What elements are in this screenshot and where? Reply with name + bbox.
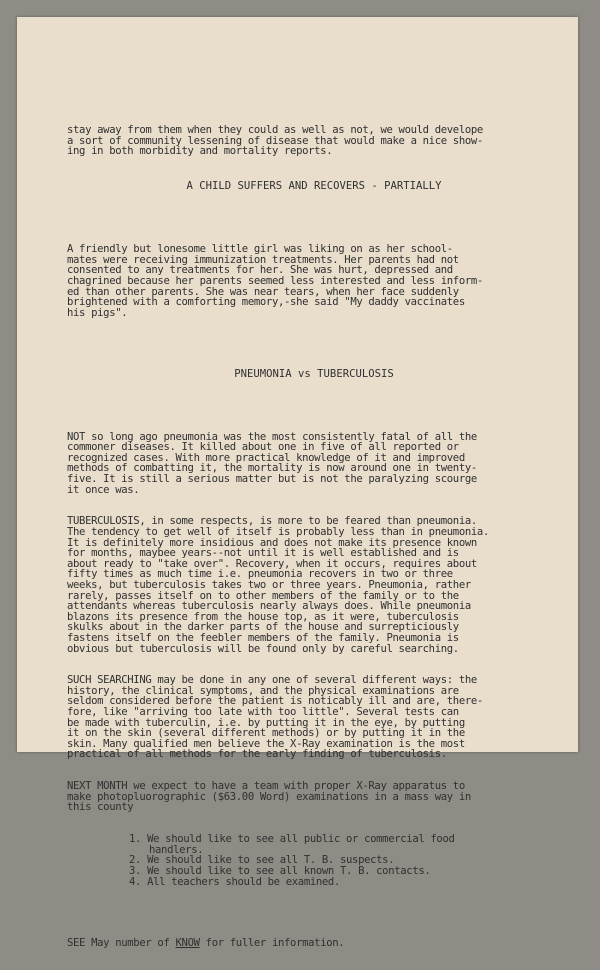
text-line: methods of combatting it, the mortality is now around one in twenty- <box>67 462 477 475</box>
text-line: fifty times as much time i.e. pneumonia recovers in two or three <box>67 568 453 581</box>
paper-sheet <box>17 17 578 949</box>
text-line: this county <box>67 801 134 814</box>
text-line: it on the skin (several different methods) or by putting it in the <box>67 727 465 740</box>
list-item-continuation: handlers. <box>149 843 204 856</box>
tuberculosis-paragraph <box>67 516 561 654</box>
text-line: attendants whereas tuberculosis nearly always does. While pneumonia <box>67 600 471 613</box>
closing-text-before: SEE May number of <box>67 936 176 949</box>
text-line: for months, maybee years--not until it is well established and is <box>67 547 459 560</box>
text-line: brightened with a comforting memory,-she said "My daddy vaccinates <box>67 296 465 309</box>
text-line: practical of all methods for the early finding of tuberculosis. <box>67 748 447 761</box>
text-line: seldom considered before the patient is noticably ill and are, there- <box>67 695 483 708</box>
story-paragraph <box>67 244 561 318</box>
closing-line <box>67 938 561 949</box>
text-line: a sort of community lessening of disease that would make a nice show- <box>67 134 483 147</box>
searching-paragraph <box>67 675 561 760</box>
text-line: ed than other parents. She was near tears, when her face suddenly <box>67 285 459 298</box>
closing-text-after: for fuller information. <box>199 936 345 949</box>
text-line: his pigs". <box>67 306 128 319</box>
list-item-text: We should like to see all public or commercial food <box>147 833 455 846</box>
text-line: chagrined because her parents seemed less interested and less inform- <box>67 274 483 287</box>
list-item-text: We should like to see all known T. B. contacts. <box>147 864 431 877</box>
text-line: recognized cases. With more practical knowledge of it and improved <box>67 451 465 464</box>
text-line: it once was. <box>67 483 140 496</box>
text-line: TUBERCULOSIS, in some respects, is more to be feared than pneumonia. <box>67 515 477 528</box>
text-line: fore, like "arriving too late with too little". Several tests can <box>67 706 459 719</box>
text-line: commoner diseases. It killed about one in five of all reported or <box>67 441 459 454</box>
list-item-number: 3. <box>129 864 142 877</box>
list-item <box>67 877 561 888</box>
text-line: consented to any treatments for her. She was hurt, depressed and <box>67 264 453 277</box>
text-line: five. It is still a serious matter but is not the paralyzing scourge <box>67 473 477 485</box>
list-item-text: All teachers should be examined. <box>147 875 340 888</box>
text-line: NOT so long ago pneumonia was the most consistently fatal of all the <box>67 430 477 443</box>
list-item-number: 2. <box>129 854 142 867</box>
heading-pneumonia-vs-tb: PNEUMONIA vs TUBERCULOSIS <box>234 367 394 380</box>
text-line: about ready to "take over". Recovery, when it occurs, requires about <box>67 557 477 570</box>
text-line: fastens itself on the feebler members of the family. Pneumonia is <box>67 631 459 644</box>
text-line: stay away from them when they could as well as not, we would develope <box>67 124 483 137</box>
pneumonia-paragraph <box>67 432 561 496</box>
text-line: It is definitely more insidious and does not make its presence known <box>67 536 477 549</box>
text-line: rarely, passes itself on to other members of the family or to the <box>67 589 459 602</box>
list-item <box>67 834 561 845</box>
text-line: SUCH SEARCHING may be done in any one of several different ways: the <box>67 674 477 687</box>
text-line: skulks about in the darker parts of the house and surrepticiously <box>67 621 459 634</box>
text-line: obvious but tuberculosis will be found only by careful searching. <box>67 642 459 655</box>
text-line: blazons its presence from the house top, as it were, tuberculosis <box>67 610 459 623</box>
text-line: make photopluorographic ($63.00 Word) examinations in a mass way in <box>67 790 471 803</box>
text-line: be made with tuberculin, i.e. by putting it in the eye, by putting <box>67 716 465 729</box>
text-line: weeks, but tuberculosis takes two or three years. Pneumonia, rather <box>67 578 471 591</box>
next-month-paragraph <box>67 781 561 813</box>
text-line: NEXT MONTH we expect to have a team with proper X-Ray apparatus to <box>67 780 465 793</box>
text-line: A friendly but lonesome little girl was liking on as her school- <box>67 243 453 256</box>
text-line: The tendency to get well of itself is probably less than in pneumonia. <box>67 525 489 538</box>
intro-paragraph <box>67 125 561 157</box>
list-item-text: We should like to see all T. B. suspects. <box>147 854 395 867</box>
text-line: mates were receiving immunization treatments. Her parents had not <box>67 253 459 266</box>
text-line: ing in both morbidity and mortality reports. <box>67 145 333 158</box>
list-item-number: 1. <box>129 833 142 846</box>
list-item-number: 4. <box>129 875 142 888</box>
text-line: skin. Many qualified men believe the X-Ray examination is the most <box>67 737 465 750</box>
heading-child-suffers: A CHILD SUFFERS AND RECOVERS - PARTIALLY <box>186 180 442 193</box>
document-body <box>67 104 561 969</box>
examination-list <box>67 834 561 887</box>
closing-know-emphasis: KNOW <box>175 936 200 949</box>
text-line: history, the clinical symptoms, and the physical examinations are <box>67 684 459 697</box>
